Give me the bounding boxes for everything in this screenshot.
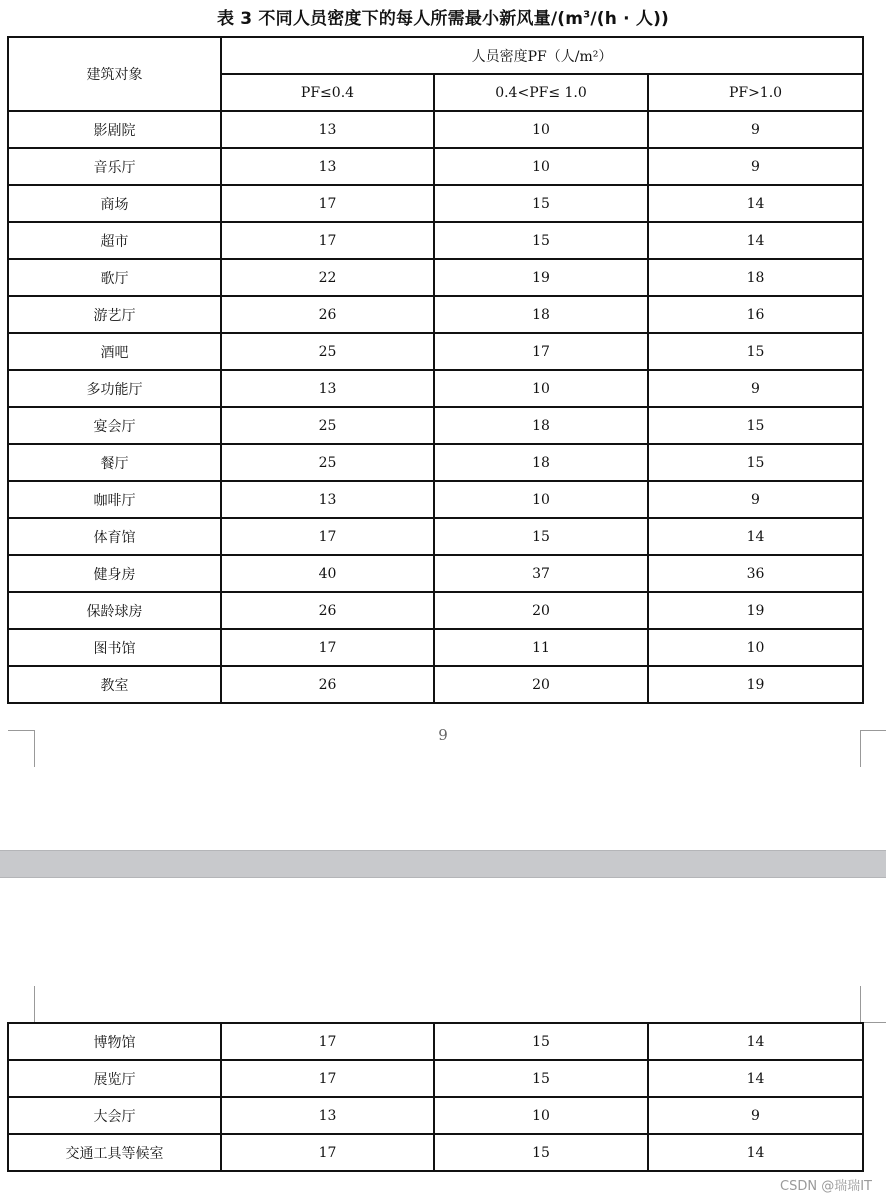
table-row (8, 296, 863, 333)
cell-value-high: 9 (648, 148, 863, 185)
cell-value-high: 10 (648, 629, 863, 666)
cell-building-name: 博物馆 (8, 1023, 221, 1060)
watermark: CSDN @瑞瑞IT (780, 1179, 872, 1194)
table-header-row (8, 37, 863, 74)
page-separator (0, 850, 886, 878)
table-row (8, 444, 863, 481)
cell-value-high: 14 (648, 185, 863, 222)
cell-building-name: 宴会厅 (8, 407, 221, 444)
cell-value-high: 14 (648, 1060, 863, 1097)
cell-value-high: 36 (648, 555, 863, 592)
cell-value-low: 26 (221, 592, 434, 629)
cell-value-mid: 10 (434, 111, 648, 148)
table-body-part2 (8, 1023, 863, 1171)
table-row (8, 185, 863, 222)
cell-building-name: 展览厅 (8, 1060, 221, 1097)
cell-value-low: 17 (221, 629, 434, 666)
table-title-prefix: 表 3 不同人员密度下的每人所需最小新风量/(m (216, 9, 584, 29)
cell-value-low: 17 (221, 1134, 434, 1171)
cell-value-mid: 37 (434, 555, 648, 592)
cell-value-high: 15 (648, 333, 863, 370)
cell-value-mid: 10 (434, 1097, 648, 1134)
cell-value-high: 18 (648, 259, 863, 296)
header-col-high: PF>1.0 (648, 74, 863, 111)
page-number: 9 (438, 726, 448, 744)
cell-value-low: 17 (221, 222, 434, 259)
cell-building-name: 教室 (8, 666, 221, 703)
cell-value-low: 13 (221, 370, 434, 407)
cell-value-high: 15 (648, 444, 863, 481)
ventilation-table-part1 (7, 36, 864, 704)
table-row (8, 518, 863, 555)
cell-value-low: 40 (221, 555, 434, 592)
cell-value-high: 14 (648, 518, 863, 555)
table-row (8, 222, 863, 259)
cell-value-mid: 17 (434, 333, 648, 370)
table-row (8, 555, 863, 592)
table-title (0, 4, 886, 29)
cell-value-mid: 10 (434, 148, 648, 185)
table-title-suffix: /(h · 人)) (590, 9, 670, 29)
table-row (8, 1060, 863, 1097)
cell-value-high: 16 (648, 296, 863, 333)
cell-value-low: 13 (221, 1097, 434, 1134)
cell-value-high: 15 (648, 407, 863, 444)
cell-building-name: 游艺厅 (8, 296, 221, 333)
cell-value-mid: 10 (434, 481, 648, 518)
table-row (8, 592, 863, 629)
cell-value-high: 14 (648, 222, 863, 259)
cell-building-name: 酒吧 (8, 333, 221, 370)
cell-value-high: 9 (648, 111, 863, 148)
cell-value-mid: 15 (434, 222, 648, 259)
table-row (8, 333, 863, 370)
cell-value-low: 13 (221, 148, 434, 185)
cell-building-name: 超市 (8, 222, 221, 259)
cell-value-mid: 18 (434, 296, 648, 333)
table-title-superscript: 3 (583, 9, 591, 21)
crop-mark (860, 730, 886, 767)
cell-value-mid: 11 (434, 629, 648, 666)
header-building-type: 建筑对象 (8, 37, 221, 111)
cell-building-name: 交通工具等候室 (8, 1134, 221, 1171)
cell-value-low: 17 (221, 185, 434, 222)
header-density: 人员密度PF（人/m²） (221, 37, 863, 74)
cell-building-name: 咖啡厅 (8, 481, 221, 518)
table-body-part1 (8, 37, 863, 703)
cell-value-mid: 18 (434, 407, 648, 444)
table-row (8, 407, 863, 444)
cell-value-mid: 10 (434, 370, 648, 407)
table-row (8, 481, 863, 518)
cell-value-high: 19 (648, 666, 863, 703)
cell-value-low: 22 (221, 259, 434, 296)
cell-building-name: 大会厅 (8, 1097, 221, 1134)
cell-value-mid: 15 (434, 518, 648, 555)
cell-value-low: 17 (221, 1060, 434, 1097)
header-col-mid: 0.4<PF≤ 1.0 (434, 74, 648, 111)
table-row (8, 1134, 863, 1171)
cell-value-mid: 18 (434, 444, 648, 481)
cell-value-low: 25 (221, 333, 434, 370)
cell-building-name: 商场 (8, 185, 221, 222)
crop-mark (8, 986, 35, 1023)
cell-building-name: 餐厅 (8, 444, 221, 481)
cell-value-mid: 19 (434, 259, 648, 296)
cell-value-high: 9 (648, 481, 863, 518)
cell-building-name: 影剧院 (8, 111, 221, 148)
crop-mark (860, 986, 886, 1023)
cell-value-mid: 20 (434, 592, 648, 629)
cell-value-mid: 20 (434, 666, 648, 703)
cell-value-high: 14 (648, 1023, 863, 1060)
cell-value-low: 13 (221, 111, 434, 148)
cell-value-high: 9 (648, 370, 863, 407)
cell-value-low: 25 (221, 444, 434, 481)
cell-value-high: 14 (648, 1134, 863, 1171)
cell-value-low: 26 (221, 666, 434, 703)
cell-value-low: 17 (221, 1023, 434, 1060)
cell-value-low: 13 (221, 481, 434, 518)
table-row (8, 666, 863, 703)
cell-building-name: 保龄球房 (8, 592, 221, 629)
cell-building-name: 多功能厅 (8, 370, 221, 407)
cell-building-name: 健身房 (8, 555, 221, 592)
table-row (8, 629, 863, 666)
cell-value-mid: 15 (434, 1134, 648, 1171)
cell-value-low: 17 (221, 518, 434, 555)
cell-value-mid: 15 (434, 1060, 648, 1097)
crop-mark (8, 730, 35, 767)
cell-value-low: 25 (221, 407, 434, 444)
table-row (8, 111, 863, 148)
cell-value-low: 26 (221, 296, 434, 333)
header-col-low: PF≤0.4 (221, 74, 434, 111)
cell-building-name: 音乐厅 (8, 148, 221, 185)
cell-value-high: 19 (648, 592, 863, 629)
cell-value-high: 9 (648, 1097, 863, 1134)
cell-value-mid: 15 (434, 185, 648, 222)
cell-building-name: 体育馆 (8, 518, 221, 555)
ventilation-table-part2 (7, 1022, 864, 1172)
table-row (8, 259, 863, 296)
cell-building-name: 歌厅 (8, 259, 221, 296)
table-row (8, 1023, 863, 1060)
cell-building-name: 图书馆 (8, 629, 221, 666)
table-row (8, 370, 863, 407)
table-row (8, 1097, 863, 1134)
table-row (8, 148, 863, 185)
cell-value-mid: 15 (434, 1023, 648, 1060)
